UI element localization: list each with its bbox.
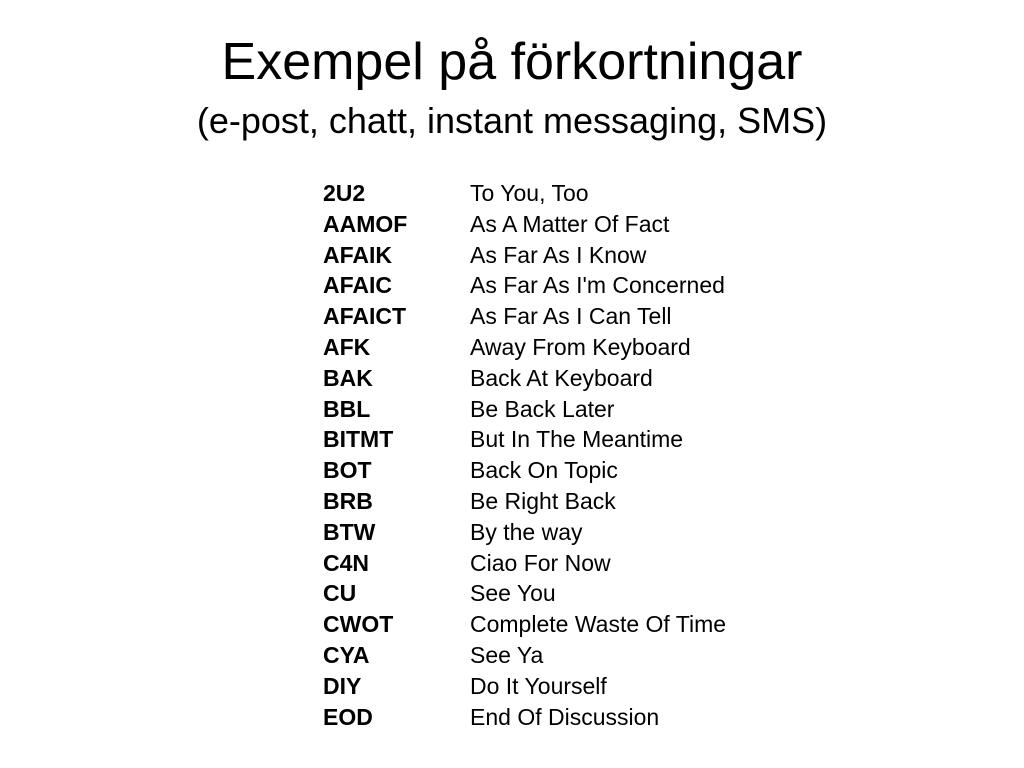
abbreviation-row — [323, 363, 883, 394]
slide-title: Exempel på förkortningar — [221, 33, 803, 91]
abbreviation-term: AAMOF — [323, 210, 408, 237]
abbreviation-term: DIY — [323, 672, 362, 699]
abbreviation-meaning: As Far As I Know — [470, 241, 647, 268]
abbreviation-meaning: Do It Yourself — [470, 672, 607, 699]
abbreviation-term: BTW — [323, 518, 376, 545]
abbreviation-term: CWOT — [323, 611, 394, 638]
abbreviation-term: AFAIK — [323, 241, 392, 268]
abbreviation-row — [323, 578, 883, 609]
abbreviation-row — [323, 548, 883, 579]
abbreviation-row — [323, 270, 883, 301]
abbreviation-term: BAK — [323, 364, 373, 391]
abbreviation-term: BRB — [323, 487, 373, 514]
abbreviation-meaning: Back At Keyboard — [470, 364, 653, 391]
abbreviation-meaning: Away From Keyboard — [470, 333, 691, 360]
abbreviation-term: BBL — [323, 395, 371, 422]
abbreviation-meaning: End Of Discussion — [470, 703, 660, 730]
abbreviation-meaning: See Ya — [470, 641, 544, 668]
abbreviation-row — [323, 609, 883, 640]
abbreviation-row — [323, 455, 883, 486]
abbreviation-row — [323, 332, 883, 363]
abbreviation-meaning: Be Right Back — [470, 487, 616, 514]
abbreviation-term: EOD — [323, 703, 373, 730]
abbreviation-row — [323, 517, 883, 548]
abbreviation-row — [323, 671, 883, 702]
abbreviation-meaning: Be Back Later — [470, 395, 615, 422]
abbreviation-term: AFK — [323, 333, 371, 360]
abbreviation-term: 2U2 — [323, 180, 366, 206]
abbreviation-row — [323, 240, 883, 271]
abbreviation-row — [323, 178, 883, 209]
abbreviation-meaning: But In The Meantime — [470, 426, 684, 453]
slide-subtitle: (e-post, chatt, instant messaging, SMS) — [196, 100, 828, 141]
abbreviation-meaning: As Far As I'm Concerned — [470, 272, 725, 299]
abbreviation-term: CYA — [323, 641, 370, 668]
abbreviation-meaning: As A Matter Of Fact — [470, 210, 670, 237]
abbreviation-meaning: See You — [470, 580, 556, 607]
abbreviation-row — [323, 209, 883, 240]
abbreviation-row — [323, 301, 883, 332]
abbreviation-term: BOT — [323, 457, 372, 484]
abbreviation-meaning: By the way — [470, 518, 583, 545]
abbreviation-term: BITMT — [323, 426, 394, 453]
abbreviation-row — [323, 702, 883, 733]
abbreviation-meaning: Complete Waste Of Time — [470, 611, 727, 638]
abbreviation-meaning: To You, Too — [470, 180, 589, 206]
abbreviation-term: AFAICT — [323, 303, 407, 330]
abbreviation-term: C4N — [323, 549, 370, 576]
abbreviation-row — [323, 640, 883, 671]
abbreviation-term: CU — [323, 580, 357, 607]
abbreviation-meaning: As Far As I Can Tell — [470, 303, 672, 330]
abbreviation-meaning: Back On Topic — [470, 457, 618, 484]
abbreviation-meaning: Ciao For Now — [470, 549, 611, 576]
abbreviation-row — [323, 424, 883, 455]
abbreviation-row — [323, 486, 883, 517]
abbreviation-row — [323, 394, 883, 425]
abbreviation-list — [323, 178, 883, 732]
abbreviation-term: AFAIC — [323, 272, 392, 299]
